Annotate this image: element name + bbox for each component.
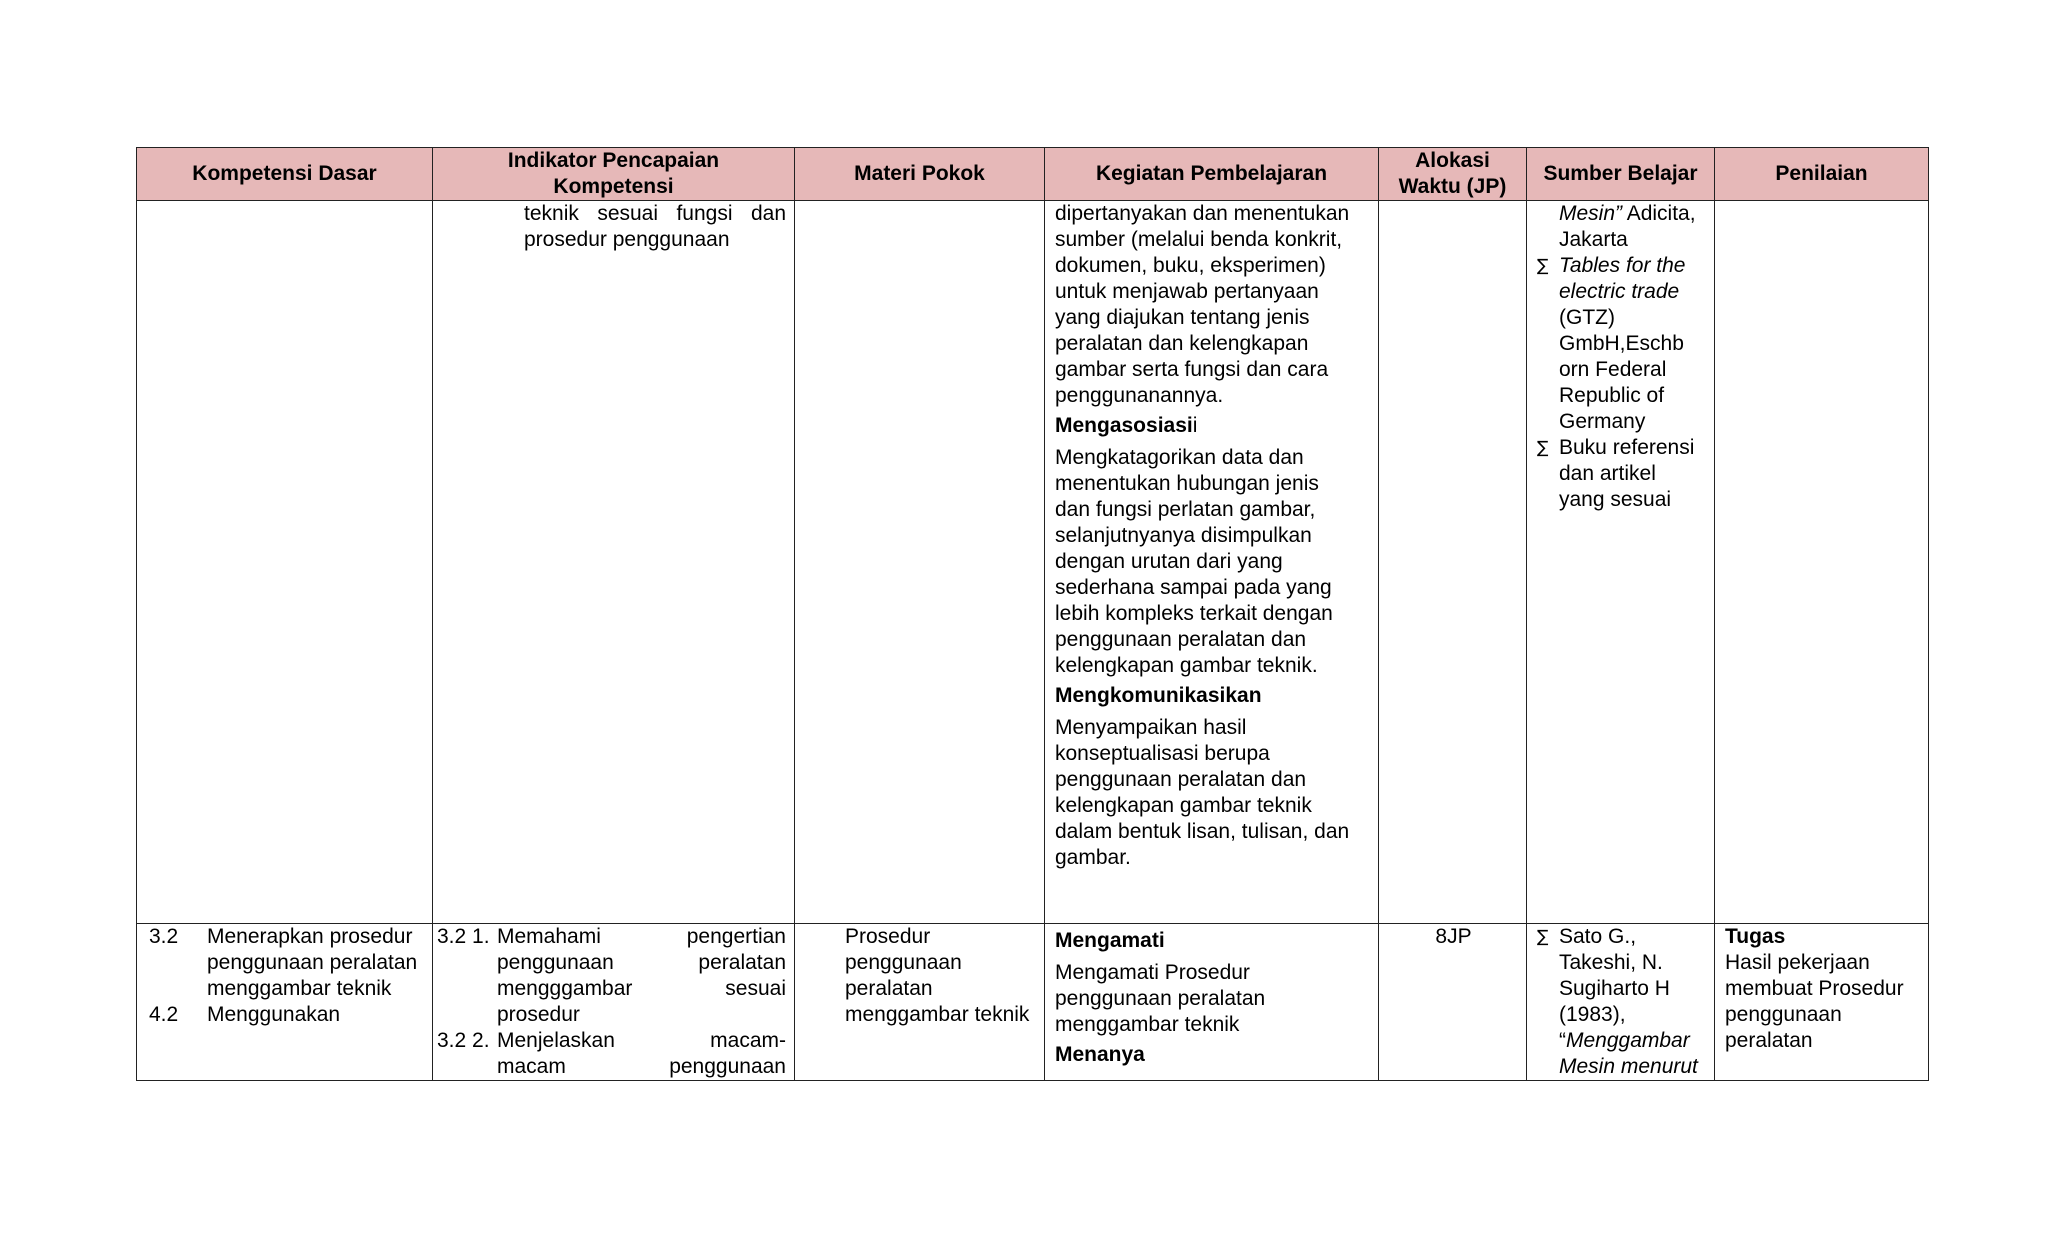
sumber-item-text: Buku referensi dan artikel yang sesuai — [1559, 436, 1695, 511]
cell-kegiatan — [1045, 201, 1379, 924]
indikator-number: 3.2 2. — [437, 1029, 490, 1052]
indikator-line: mengggambar sesuai — [497, 977, 786, 1000]
cell-penilaian — [1715, 924, 1929, 1081]
kd-number: 4.2 — [149, 1003, 179, 1026]
penilaian-heading: Tugas — [1725, 925, 1786, 948]
cell-kompetensi-dasar — [137, 201, 433, 924]
mengasosiasi-bold: Mengasosiasi — [1055, 414, 1193, 437]
header-sumber-belajar: Sumber Belajar — [1527, 148, 1715, 201]
header-kegiatan-pembelajaran: Kegiatan Pembelajaran — [1045, 148, 1379, 201]
header-indikator-line2: Kompetensi — [553, 175, 674, 198]
kd-number: 3.2 — [149, 925, 179, 948]
kegiatan-heading-mengamati: Mengamati — [1055, 929, 1165, 952]
kegiatan-intro: dipertanyakan dan menentukan sumber (melalui benda konkrit, dokumen, buku, eksperimen) untuk menjawab pertanyaan yang diajukan tentang jenis peralatan dan kelengkapan gambar serta fungsi dan cara penggunanannya. — [1055, 202, 1350, 407]
indikator-text — [497, 924, 786, 1028]
header-indikator-line1: Indikator Pencapaian — [507, 149, 720, 172]
indikator-line: macam penggunaan — [497, 1055, 786, 1078]
mengasosiasi-tail: i — [1192, 414, 1198, 437]
kegiatan-heading-mengkomunikasikan: Mengkomunikasikan — [1055, 684, 1262, 707]
kd-text: Menggunakan — [207, 1003, 341, 1026]
cell-alokasi — [1379, 201, 1527, 924]
syllabus-table — [136, 147, 1929, 1081]
kegiatan-heading-mengasosiasi — [1055, 413, 1354, 439]
cell-kegiatan — [1045, 924, 1379, 1081]
penilaian-body: Hasil pekerjaan membuat Prosedur penggunaan peralatan — [1725, 951, 1904, 1052]
sumber-continued-italic: Mesin” — [1559, 202, 1623, 225]
indikator-text — [497, 1028, 786, 1080]
kd-item — [149, 924, 424, 1002]
indikator-item — [437, 924, 786, 1028]
header-penilaian: Penilaian — [1715, 148, 1929, 201]
cell-sumber — [1527, 201, 1715, 924]
cell-kompetensi-dasar — [137, 924, 433, 1081]
indikator-line: teknik sesuai fungsi dan — [524, 202, 786, 225]
header-row — [137, 148, 1929, 201]
cell-indikator — [433, 201, 795, 924]
indikator-line: prosedur penggunaan — [524, 228, 730, 251]
sumber-continued-text: Adicita, Jakarta — [1559, 202, 1696, 251]
kegiatan-mengamati-body: Mengamati Prosedur penggunaan peralatan menggambar teknik — [1055, 961, 1266, 1036]
kd-item — [149, 1002, 424, 1028]
cell-alokasi — [1379, 924, 1527, 1081]
header-alokasi-waktu — [1379, 148, 1527, 201]
list-item — [1537, 253, 1706, 435]
header-alokasi-line2: Waktu (JP) — [1398, 175, 1507, 198]
sigma-bullet-icon: ∑ — [1537, 438, 1549, 458]
sumber-item-italic: Tables for the electric trade — [1559, 254, 1686, 303]
kegiatan-mengasosiasi-body: Mengkatagorikan data dan menentukan hubungan jenis dan fungsi perlatan gambar, selanjutnyanya disimpulkan dengan urutan dari yang sederhana sampai pada yang lebih kompleks terkait dengan penggunaan peralatan dan kelengkapan gambar teknik. — [1055, 446, 1333, 677]
indikator-item — [437, 1028, 786, 1080]
header-alokasi-line1: Alokasi — [1415, 149, 1490, 172]
indikator-line: Menjelaskan macam- — [497, 1029, 786, 1052]
indikator-number: 3.2 1. — [437, 925, 490, 948]
header-kompetensi-dasar: Kompetensi Dasar — [137, 148, 433, 201]
cell-materi-pokok — [795, 201, 1045, 924]
sigma-bullet-icon: ∑ — [1537, 927, 1549, 947]
kegiatan-heading-menanya: Menanya — [1055, 1043, 1145, 1066]
header-indikator — [433, 148, 795, 201]
cell-materi-pokok — [795, 924, 1045, 1081]
materi-text: Prosedur penggunaan peralatan menggambar teknik — [845, 925, 1030, 1026]
table-row — [137, 924, 1929, 1081]
list-item — [1537, 435, 1706, 513]
sumber-item-text: (GTZ) GmbH,Eschb orn Federal Republic of Germany — [1559, 306, 1684, 433]
sumber-continued — [1537, 201, 1706, 253]
kegiatan-mengkomunikasikan-body: Menyampaikan hasil konseptualisasi berupa penggunaan peralatan dan kelengkapan gambar teknik dalam bentuk lisan, tulisan, dan gambar. — [1055, 716, 1350, 869]
cell-penilaian — [1715, 201, 1929, 924]
cell-indikator — [433, 924, 795, 1081]
kd-text: Menerapkan prosedur penggunaan peralatan menggambar teknik — [207, 925, 418, 1000]
sigma-bullet-icon: ∑ — [1537, 256, 1549, 276]
header-materi-pokok: Materi Pokok — [795, 148, 1045, 201]
indikator-line: penggunaan peralatan — [497, 951, 786, 974]
indikator-line: prosedur — [497, 1003, 580, 1026]
list-item — [1537, 924, 1706, 1080]
cell-sumber — [1527, 924, 1715, 1081]
table-row — [137, 201, 1929, 924]
sumber-item-text: Sato G., Takeshi, N. Sugiharto H (1983), “ — [1559, 925, 1670, 1052]
sumber-item-italic: Menggambar Mesin menurut — [1559, 1029, 1698, 1078]
alokasi-value: 8JP — [1435, 925, 1472, 948]
indikator-line: Memahami pengertian — [497, 925, 786, 948]
